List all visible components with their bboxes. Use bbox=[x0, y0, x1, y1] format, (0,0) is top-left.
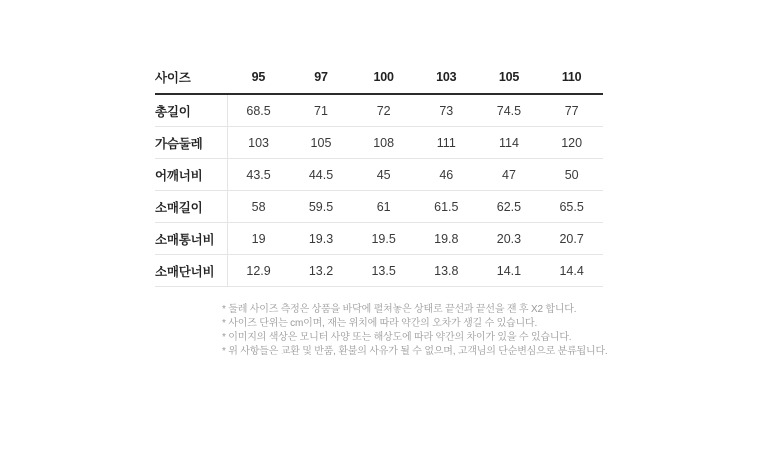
footnote-unit-cm: * 사이즈 단위는 cm이며, 재는 위치에 따라 약간의 오차가 생길 수 있습니다. bbox=[222, 318, 538, 329]
cell-value: 74.5 bbox=[478, 94, 541, 127]
cell-value: 19 bbox=[227, 223, 290, 255]
size-column-103: 103 bbox=[415, 60, 478, 94]
cell-value: 14.4 bbox=[540, 255, 603, 287]
row-label: 소매통너비 bbox=[155, 223, 227, 255]
table-row-shoulder bbox=[155, 159, 603, 191]
cell-value: 120 bbox=[540, 127, 603, 159]
size-table bbox=[155, 60, 603, 287]
cell-value: 14.1 bbox=[478, 255, 541, 287]
size-column-100: 100 bbox=[352, 60, 415, 94]
cell-value: 103 bbox=[227, 127, 290, 159]
row-label: 어깨너비 bbox=[155, 159, 227, 191]
size-header-label: 사이즈 bbox=[155, 60, 227, 94]
table-row-chest bbox=[155, 127, 603, 159]
row-label: 가슴둘레 bbox=[155, 127, 227, 159]
cell-value: 68.5 bbox=[227, 94, 290, 127]
cell-value: 13.2 bbox=[290, 255, 353, 287]
size-column-95: 95 bbox=[227, 60, 290, 94]
cell-value: 43.5 bbox=[227, 159, 290, 191]
cell-value: 114 bbox=[478, 127, 541, 159]
row-label: 소매길이 bbox=[155, 191, 227, 223]
cell-value: 13.8 bbox=[415, 255, 478, 287]
footnote-measure-method: * 둘레 사이즈 측정은 상품을 바닥에 펼쳐놓은 상태로 끝선과 끝선을 잰 후 X2 합니다. bbox=[222, 304, 577, 315]
row-label: 소매단너비 bbox=[155, 255, 227, 287]
cell-value: 108 bbox=[352, 127, 415, 159]
cell-value: 50 bbox=[540, 159, 603, 191]
cell-value: 19.8 bbox=[415, 223, 478, 255]
cell-value: 44.5 bbox=[290, 159, 353, 191]
footnote-color-difference: * 이미지의 색상은 모니터 사양 또는 해상도에 따라 약간의 차이가 있을 수 있습니다. bbox=[222, 332, 572, 343]
cell-value: 19.3 bbox=[290, 223, 353, 255]
cell-value: 77 bbox=[540, 94, 603, 127]
row-label: 총길이 bbox=[155, 94, 227, 127]
footnote-return-policy: * 위 사항들은 교환 및 반품, 환불의 사유가 될 수 없으며, 고객님의 단순변심으로 분류됩니다. bbox=[222, 346, 608, 357]
table-row-cuff-width bbox=[155, 255, 603, 287]
cell-value: 65.5 bbox=[540, 191, 603, 223]
table-row-total-length bbox=[155, 94, 603, 127]
size-column-97: 97 bbox=[290, 60, 353, 94]
cell-value: 47 bbox=[478, 159, 541, 191]
cell-value: 61 bbox=[352, 191, 415, 223]
cell-value: 13.5 bbox=[352, 255, 415, 287]
cell-value: 59.5 bbox=[290, 191, 353, 223]
size-column-110: 110 bbox=[540, 60, 603, 94]
cell-value: 12.9 bbox=[227, 255, 290, 287]
cell-value: 45 bbox=[352, 159, 415, 191]
cell-value: 73 bbox=[415, 94, 478, 127]
cell-value: 46 bbox=[415, 159, 478, 191]
size-column-105: 105 bbox=[478, 60, 541, 94]
cell-value: 71 bbox=[290, 94, 353, 127]
size-table-header-row bbox=[155, 60, 603, 94]
cell-value: 58 bbox=[227, 191, 290, 223]
table-row-sleeve-length bbox=[155, 191, 603, 223]
cell-value: 62.5 bbox=[478, 191, 541, 223]
cell-value: 72 bbox=[352, 94, 415, 127]
cell-value: 20.3 bbox=[478, 223, 541, 255]
cell-value: 19.5 bbox=[352, 223, 415, 255]
cell-value: 111 bbox=[415, 127, 478, 159]
cell-value: 105 bbox=[290, 127, 353, 159]
table-row-sleeve-width bbox=[155, 223, 603, 255]
size-footnotes bbox=[222, 303, 642, 359]
cell-value: 20.7 bbox=[540, 223, 603, 255]
cell-value: 61.5 bbox=[415, 191, 478, 223]
